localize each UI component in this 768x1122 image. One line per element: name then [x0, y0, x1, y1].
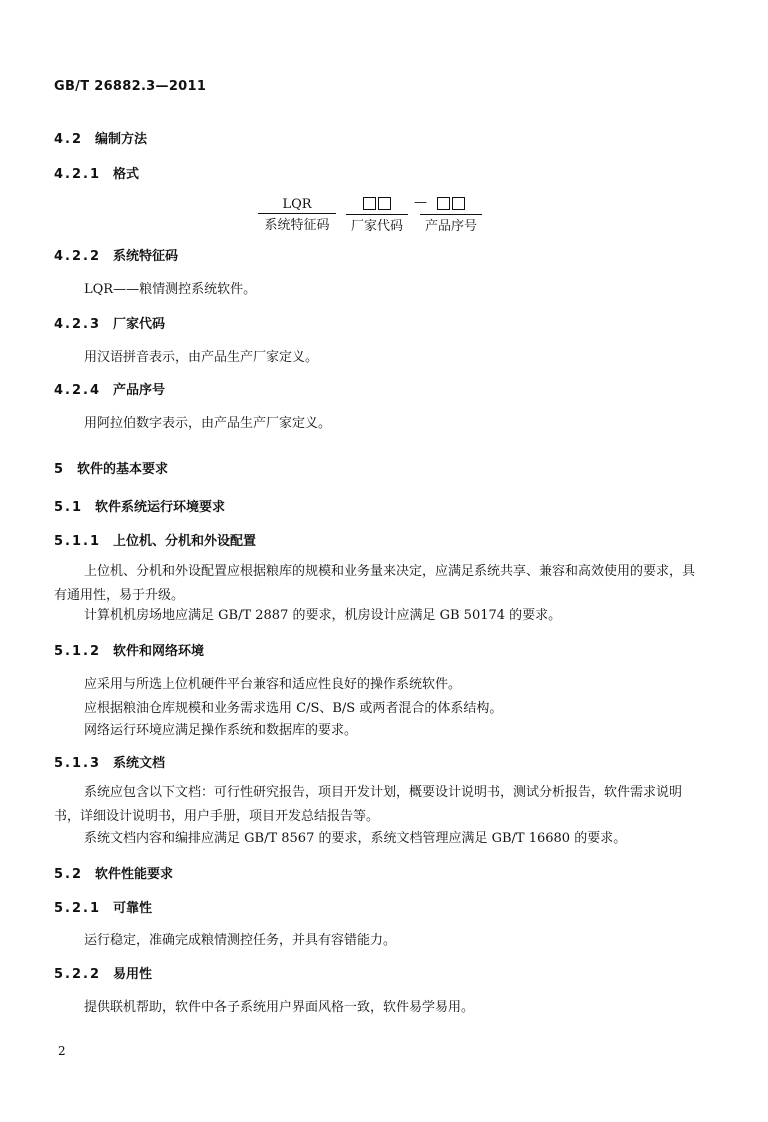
- placeholder-box: [437, 197, 450, 210]
- paragraph: 应采用与所选上位机硬件平台兼容和适应性良好的操作系统软件。: [84, 677, 462, 692]
- section-title: 软件和网络环境: [113, 644, 205, 659]
- section-number: 5.1: [54, 500, 84, 515]
- section-title: 可靠性: [113, 901, 153, 916]
- placeholder-box: [378, 197, 391, 210]
- paragraph: 网络运行环境应满足操作系统和数据库的要求。: [84, 723, 358, 738]
- code-separator: —: [414, 195, 427, 210]
- system-code-label: 系统特征码: [264, 218, 330, 233]
- section-title: 格式: [113, 167, 140, 182]
- sequence-code-label: 产品序号: [424, 219, 477, 234]
- heading-5-1: [54, 496, 225, 515]
- section-title: 软件性能要求: [95, 867, 174, 882]
- section-number: 5.2: [54, 867, 84, 882]
- paragraph: 应根据粮油仓库规模和业务需求选用 C/S、B/S 或两者混合的体系结构。: [84, 701, 503, 716]
- code-field-sequence: [420, 197, 482, 234]
- vendor-code-boxes: [346, 197, 408, 215]
- section-number: 4.2: [54, 132, 84, 147]
- paragraph: 运行稳定，准确完成粮情测控任务，并具有容错能力。: [84, 933, 397, 948]
- section-number: 5.1.1: [54, 534, 102, 549]
- section-title: 厂家代码: [113, 317, 166, 332]
- section-number: 4.2.4: [54, 383, 102, 398]
- heading-4-2: [54, 128, 147, 147]
- section-number: 5.1.3: [54, 756, 102, 771]
- section-title: 上位机、分机和外设配置: [113, 534, 257, 549]
- section-number: 4.2.2: [54, 249, 102, 264]
- heading-4-2-2: [54, 245, 178, 264]
- standard-number: GB/T 26882.3—2011: [54, 79, 207, 94]
- heading-5-1-3: [54, 752, 165, 771]
- heading-5-2-2: [54, 963, 152, 982]
- system-code: LQR: [258, 197, 336, 214]
- paragraph: 上位机、分机和外设配置应根据粮库的规模和业务量来决定，应满足系统共享、兼容和高效使用的要求，具有通用性，易于升级。: [54, 564, 696, 603]
- section-title: 易用性: [113, 967, 153, 982]
- section-number: 4.2.3: [54, 317, 102, 332]
- placeholder-box: [452, 197, 465, 210]
- paragraph: 提供联机帮助，软件中各子系统用户界面风格一致，软件易学易用。: [84, 1000, 475, 1015]
- paragraph: 系统文档内容和编排应满足 GB/T 8567 的要求，系统文档管理应满足 GB/T 16680 的要求。: [84, 831, 627, 846]
- placeholder-box: [363, 197, 376, 210]
- section-title: 软件的基本要求: [77, 462, 169, 477]
- heading-4-2-3: [54, 313, 165, 332]
- section-number: 5: [54, 462, 66, 477]
- heading-5-2-1: [54, 897, 152, 916]
- paragraph: LQR——粮情测控系统软件。: [84, 282, 257, 297]
- section-number: 4.2.1: [54, 167, 102, 182]
- heading-5-1-1: [54, 530, 256, 549]
- heading-5: [54, 458, 168, 477]
- section-number: 5.2.1: [54, 901, 102, 916]
- vendor-code-label: 厂家代码: [350, 219, 403, 234]
- section-title: 系统特征码: [113, 249, 179, 264]
- paragraph: 用阿拉伯数字表示，由产品生产厂家定义。: [84, 416, 332, 431]
- section-number: 5.1.2: [54, 644, 102, 659]
- code-field-system: [258, 197, 336, 233]
- page-number: 2: [58, 1044, 66, 1058]
- section-title: 编制方法: [95, 132, 148, 147]
- heading-4-2-4: [54, 379, 165, 398]
- heading-5-2: [54, 863, 173, 882]
- heading-4-2-1: [54, 163, 139, 182]
- section-title: 产品序号: [113, 383, 166, 398]
- paragraph: 用汉语拼音表示，由产品生产厂家定义。: [84, 350, 319, 365]
- section-title: 软件系统运行环境要求: [95, 500, 226, 515]
- section-number: 5.2.2: [54, 967, 102, 982]
- code-field-vendor: [346, 197, 408, 234]
- section-title: 系统文档: [113, 756, 166, 771]
- paragraph: 系统应包含以下文档：可行性研究报告，项目开发计划，概要设计说明书，测试分析报告，软件需求说明书，详细设计说明书，用户手册，项目开发总结报告等。: [54, 785, 683, 824]
- paragraph: 计算机机房场地应满足 GB/T 2887 的要求，机房设计应满足 GB 50174 的要求。: [84, 608, 562, 623]
- heading-5-1-2: [54, 640, 204, 659]
- sequence-code-boxes: [420, 197, 482, 215]
